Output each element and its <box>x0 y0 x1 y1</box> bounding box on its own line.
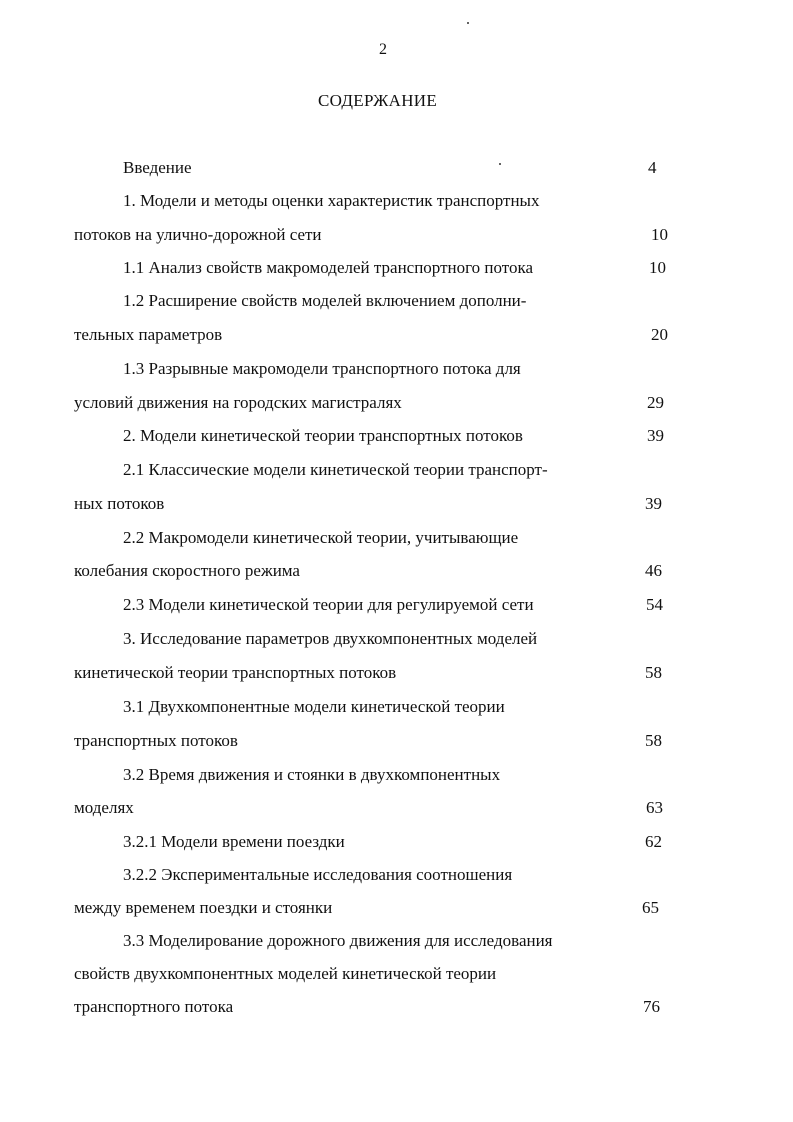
toc-entry-continuation: тельных параметров <box>74 325 223 344</box>
toc-page-number: 62 <box>645 832 662 851</box>
toc-entry-title: 3.3 Моделирование дорожного движения для исследования <box>123 931 553 950</box>
toc-page-number: 39 <box>645 494 662 513</box>
toc-entry-title: 3.1 Двухкомпонентные модели кинетической теории <box>123 697 505 716</box>
toc-entry-title: 3.2.1 Модели времени поездки <box>123 832 345 851</box>
speck-mid <box>499 163 501 165</box>
toc-entry-continuation: условий движения на городских магистралях <box>74 393 402 412</box>
toc-entry-continuation: транспортного потока <box>74 997 234 1016</box>
toc-entry-title: 1. Модели и методы оценки характеристик транспортных <box>123 191 540 210</box>
toc-entry-continuation: колебания скоростного режима <box>74 561 300 580</box>
toc-entry-continuation: потоков на улично-дорожной сети <box>74 225 322 244</box>
toc-entry-continuation: ных потоков <box>74 494 165 513</box>
toc-entry-title: 3.2 Время движения и стоянки в двухкомпонентных <box>123 765 501 784</box>
toc-page-number: 20 <box>651 325 668 344</box>
toc-page-number: 29 <box>647 393 664 412</box>
toc-entry-continuation: моделях <box>74 798 134 817</box>
toc-entry-title: 3. Исследование параметров двухкомпонентных моделей <box>123 629 538 648</box>
toc-entry-title: Введение <box>123 158 192 177</box>
toc-page-number: 10 <box>651 225 668 244</box>
toc-entry-title: 1.1 Анализ свойств макромоделей транспортного потока <box>123 258 534 277</box>
toc-entry-title: 2.1 Классические модели кинетической теории транспорт- <box>123 460 548 479</box>
toc-page-number: 58 <box>645 663 662 682</box>
toc-page-number: 58 <box>645 731 662 750</box>
toc-entry-title: 1.3 Разрывные макромодели транспортного потока для <box>123 359 521 378</box>
toc-page-number: 63 <box>646 798 663 817</box>
toc-entry-title: 2.3 Модели кинетической теории для регулируемой сети <box>123 595 534 614</box>
toc-page-number: 46 <box>645 561 662 580</box>
toc-entry-continuation: транспортных потоков <box>74 731 238 750</box>
speck-top <box>467 22 469 24</box>
toc-entry-continuation: свойств двухкомпонентных моделей кинетической теории <box>74 964 497 983</box>
page-title: СОДЕРЖАНИЕ <box>318 91 438 110</box>
toc-entry-continuation: между временем поездки и стоянки <box>74 898 333 917</box>
toc-page-number: 76 <box>643 997 660 1016</box>
toc-entry-title: 2.2 Макромодели кинетической теории, учитывающие <box>123 528 519 547</box>
toc-page-number: 10 <box>649 258 666 277</box>
toc-page-number: 39 <box>647 426 664 445</box>
toc-page-number: 65 <box>642 898 659 917</box>
toc-page-number: 4 <box>648 158 657 177</box>
toc-entry-title: 2. Модели кинетической теории транспортных потоков <box>123 426 523 445</box>
page-number: 2 <box>379 41 387 58</box>
toc-entry-title: 3.2.2 Экспериментальные исследования соотношения <box>123 865 513 884</box>
toc-entry-title: 1.2 Расширение свойств моделей включением дополни- <box>123 291 527 310</box>
toc-entry-continuation: кинетической теории транспортных потоков <box>74 663 397 682</box>
toc-page-number: 54 <box>646 595 663 614</box>
